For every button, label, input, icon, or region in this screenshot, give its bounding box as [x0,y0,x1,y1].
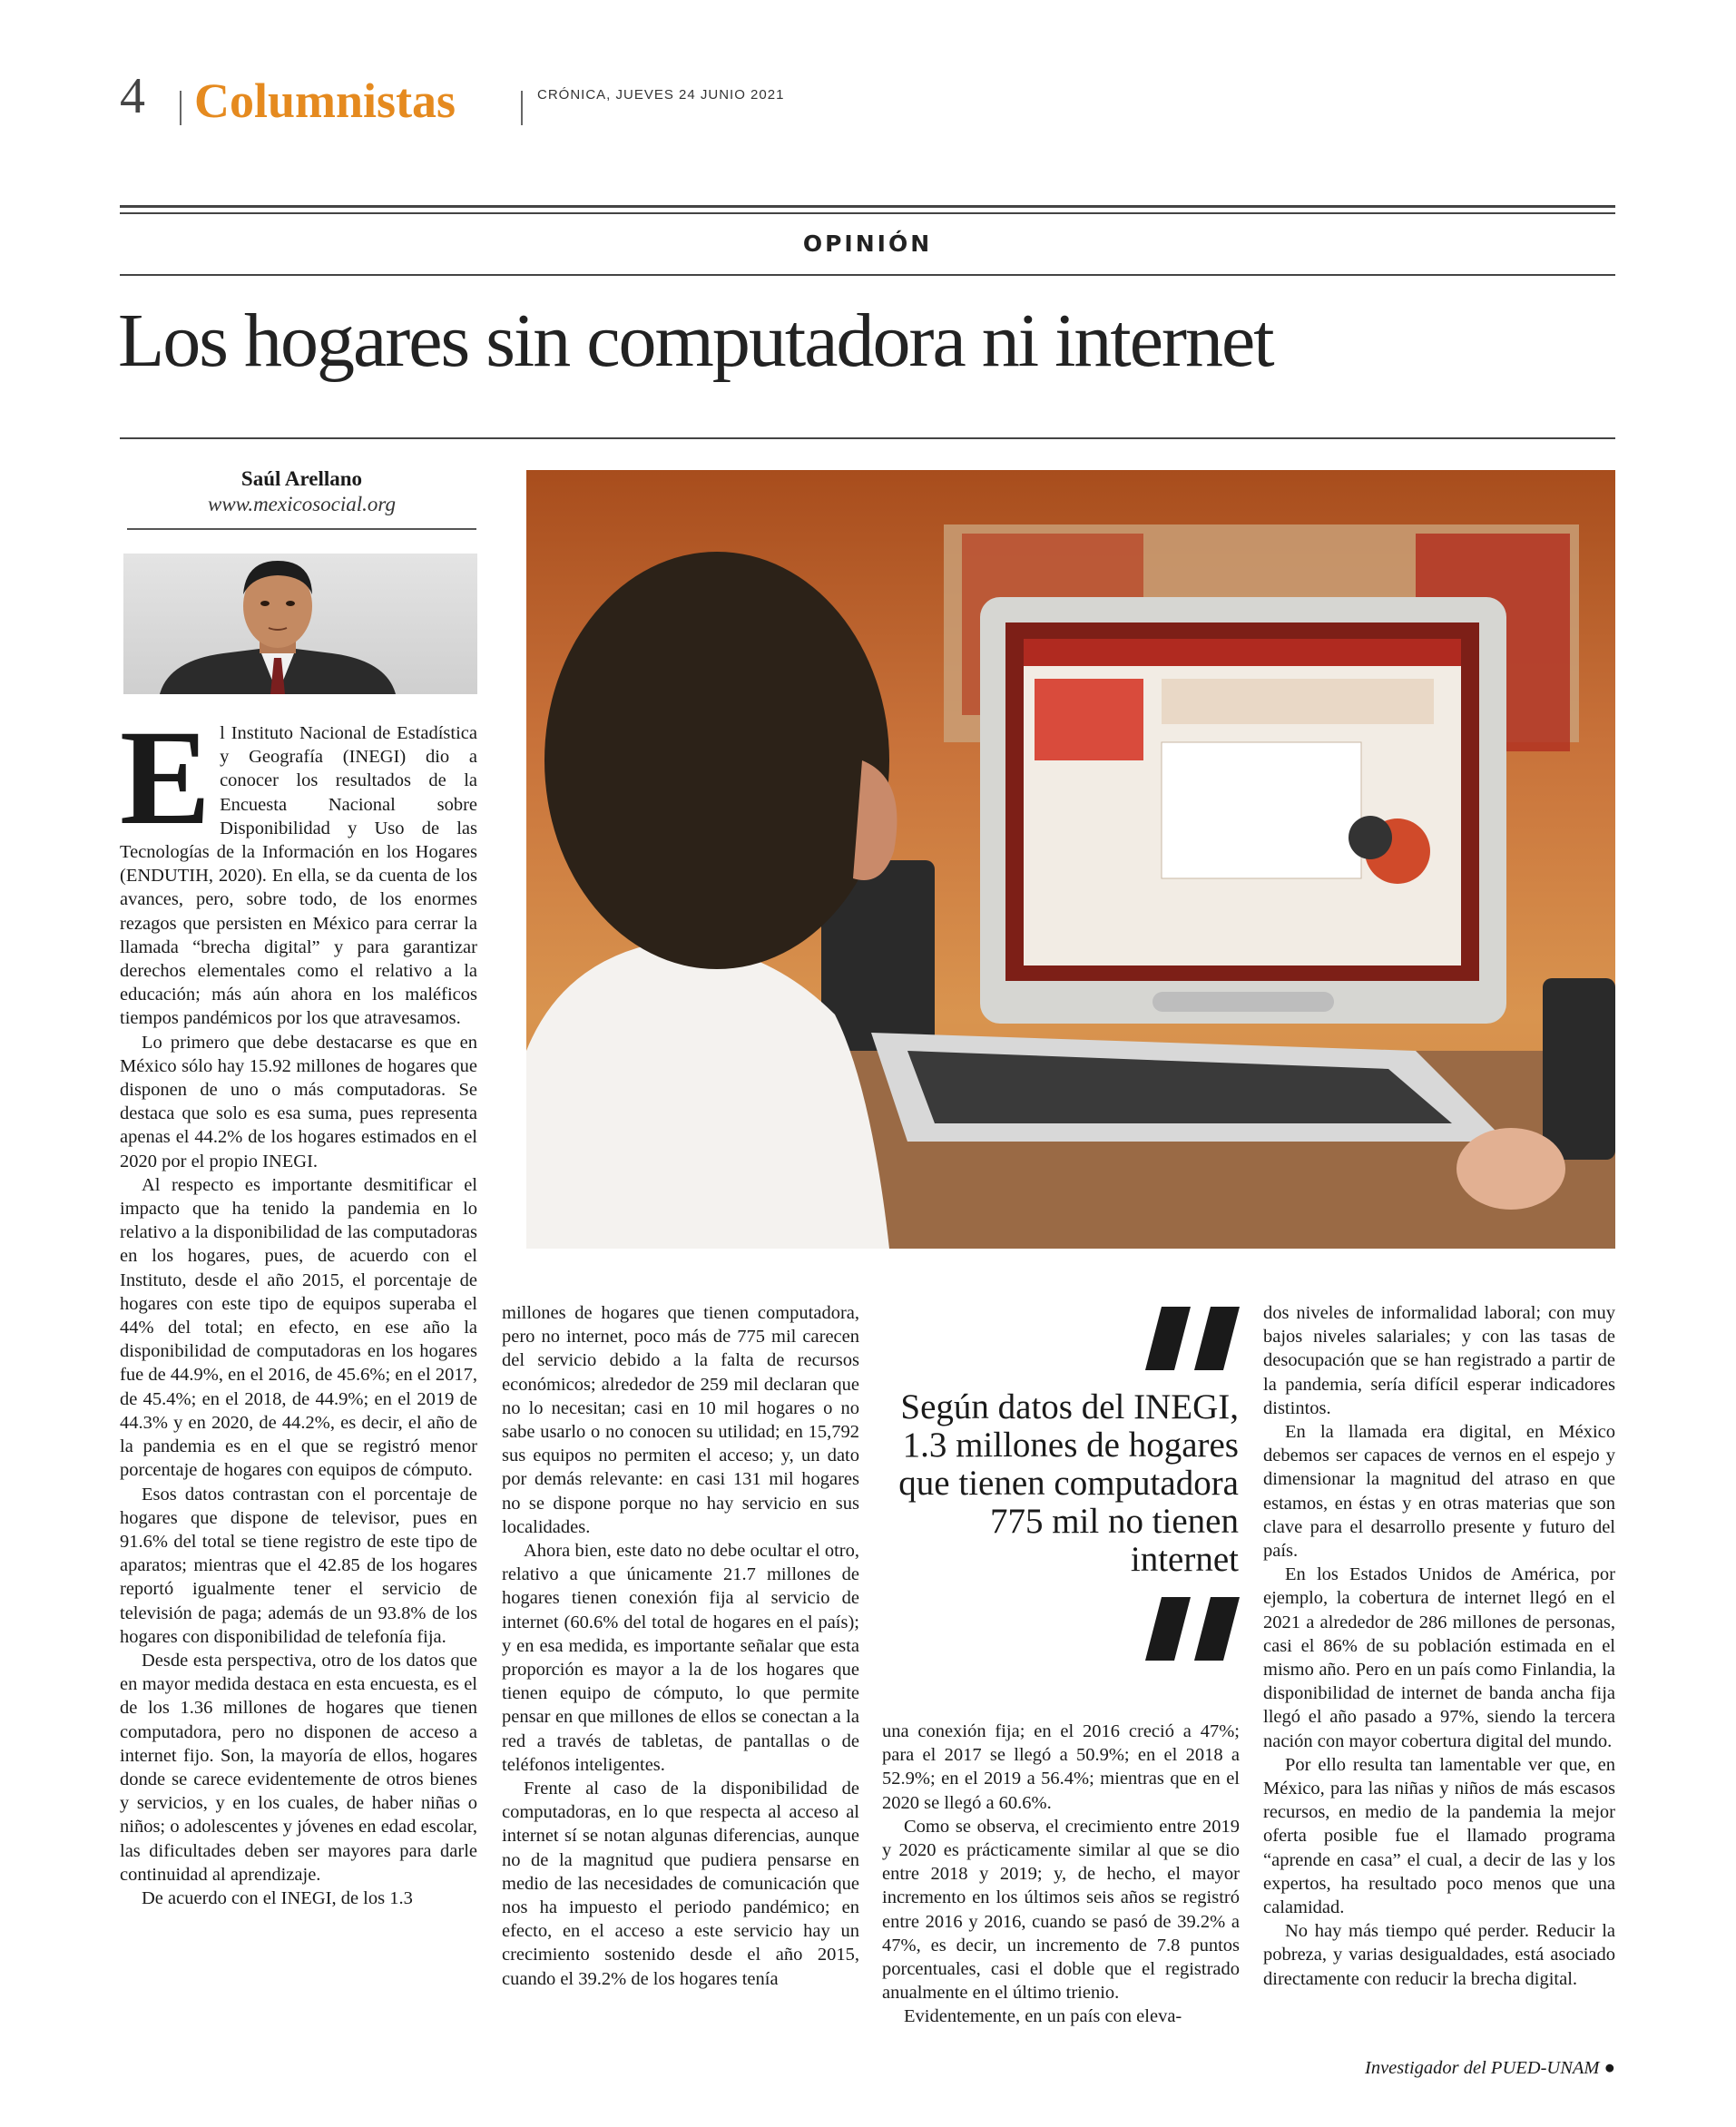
byline-rule [127,528,476,530]
paragraph: Esos datos contrastan con el porcentaje de hogares que dispone de televisor, pues en 91.6% del total se tiene registro de este tipo de aparatos; mientras que el 42.85 de los hogares reportó igualmente tener el servicio de televisión de paga; además de un 93.8% de los hogares con disponibilidad de telefonía fija. [120,1484,477,1647]
paragraph: En los Estados Unidos de América, por ejemplo, la cobertura de internet llegó en el 2021 a alrededor de 286 millones de personas, casi el 86% de su población estimada en el mismo año. Pero en un país como Finlandia, la disponibilidad de internet de banda ancha fija llegó el año pasado a 97%, siendo la tercera nación con mayor cobertura digital del mundo. [1263,1564,1615,1751]
author-name: Saúl Arellano [240,467,363,490]
paragraph: Evidentemente, en un país con eleva- [904,2006,1182,2027]
paragraph-text: l Instituto Nacional de Estadística y Geografía (INEGI) dio a conocer los resultados de la Encuesta Nacional sobre Disponibilidad y Uso de las Tecnologías de la Información en los Hogares (ENDUTIH, 2020). En ella, se da cuenta de los avances, pero, sobre todo, de los enormes rezagos que persisten en México para cerrar la llamada “brecha digital” y para garantizar derechos elementales como el relativo a la educación; más aún ahora en los maléficos tiempos pandémicos por los que atravesamos. [120,723,477,1029]
top-rule-thin [120,212,1615,214]
paragraph: Ahora bien, este dato no debe ocultar el otro, relativo a que únicamente 21.7 millones de hogares tienen conexión fija al servicio de internet (60.6% del total de hogares en el país); y en esa medida, es importante señalar que esta proporción es mayor a la de los hogares que tienen equipo de cómputo, lo que permite pensar en que millones de ellos se conectan a la red a través de tabletas, de pantallas o de teléfonos inteligentes. [502,1541,859,1775]
article-column-4 [1263,1301,1615,1991]
article-column-3 [882,1720,1240,2029]
author-website[interactable]: www.mexicosocial.org [208,493,396,515]
paragraph: Lo primero que debe destacarse es que en México sólo hay 15.92 millones de hogares que disponen de uno o más computadoras. Se destaca que solo es esa suma, pues representa apenas el 44.2% de los hogares estimados en el 2020 por el propio INEGI. [120,1032,477,1171]
headline: Los hogares sin computadora ni internet [118,299,1273,383]
end-mark-icon: ● [1604,2058,1615,2078]
paragraph: En la llamada era digital, en México debemos ser capaces de vernos en el espejo y dimensionar la magnitud del atraso en que estamos, en éstas y en otras materias que son clave para el desarrollo presente y futuro del país. [1263,1422,1615,1562]
paragraph: De acuerdo con el INEGI, de los 1.3 [142,1887,413,1908]
article-photo [526,470,1615,1249]
paragraph: Como se observa, el crecimiento entre 2019 y 2020 es prácticamente similar al que se dio entre 2018 y 2019; y, de hecho, el mayor incremento en los últimos seis años se registró entre 2016 y 2016, cuando se pasó de 39.2% a 47%, es decir, un incremento de 7.8 puntos porcentuales, casi el doble que el registrado anualmente en el último trienio. [882,1816,1240,2004]
author-portrait [123,554,477,694]
article-column-1 [120,702,477,1910]
portrait-illustration [123,554,477,694]
quote-close-icon [1145,1597,1245,1665]
header-divider [180,91,181,125]
header-divider [521,91,523,125]
top-rule [120,205,1615,208]
paragraph: Por ello resulta tan lamentable ver que, en México, para las niñas y niños de más escasos recursos, en medio de la pandemia la mejor oferta posible fue el llamado programa “aprende en casa” el cual, a decir de las y los expertos, ha resultado poco menos que una calamidad. [1263,1754,1615,1918]
dateline: CRÓNICA, JUEVES 24 JUNIO 2021 [537,87,785,103]
photo-illustration [526,470,1615,1249]
kicker: OPINIÓN [802,230,933,257]
headline-rule [120,437,1615,439]
paragraph [120,702,477,1031]
section-title: Columnistas [194,74,456,128]
paragraph: Frente al caso de la disponibilidad de computadoras, en lo que respecta al acceso al internet sí se notan algunas diferencias, aunque no de la magnitud que pudiera pensarse en medio de las necesidades de comunicación que nos ha impuesto el periodo pandémico; en efecto, en el acceso a este servicio hay un crecimiento sostenido desde el año 2015, cuando el 39.2% de los hogares tenía [502,1779,859,1989]
paragraph: Al respecto es importante desmitificar el impacto que ha tenido la pandemia en lo relativo a la disponibilidad de las computadoras en los hogares, pues, de acuerdo con el Instituto, desde el año 2015, el porcentaje de hogares con este tipo de equipos superaba el 44% del total; en efecto, en ese año la disponibilidad de computadoras en los hogares fue de 44.9%, en el 2016, de 45.6%; en el 2017, de 45.4%; en el 2018, de 44.9%; en el 2019 de 44.3% y en 2020, de 44.2%, es decir, el año de la pandemia es en el que se registró menor porcentaje de hogares con equipos de cómputo. [120,1174,477,1481]
paragraph: millones de hogares que tienen computadora, pero no internet, poco más de 775 mil carecen del servicio debido a la falta de recursos económicos; alrededor de 259 mil declaran que no lo necesitan; casi en 10 mil hogares o no sabe usarlo o no conocen su utilidad; en 15,792 sus equipos no permiten el acceso; y, un dato por demás relevante: en casi 131 mil hogares no se dispone porque no hay servicio en sus localidades. [502,1303,859,1537]
kicker-rule [120,274,1615,276]
page-number: 4 [120,68,145,124]
quote-open-icon [1145,1307,1245,1375]
author-signoff [1263,2058,1615,2079]
paragraph: No hay más tiempo qué perder. Reducir la pobreza, y varias desigualdades, está asociado directamente con reducir la brecha digital. [1263,1921,1615,1989]
pull-quote: Según datos del INEGI, 1.3 millones de hogares que tienen computadora 775 mil no tienen internet [898,1387,1239,1579]
article-column-2 [502,1301,859,1991]
paragraph: Desde esta perspectiva, otro de los datos que en mayor medida destaca en esta encuesta, es el de los 1.36 millones de hogares que tienen computadora, pero no disponen de acceso a internet fijo. Son, la mayoría de ellos, hogares donde se carece evidentemente de otros bienes y servicios, y en los cuales, de haber niñas o niños; o adolescentes y jóvenes en edad escolar, las dificultades deben ser mayores para darle continuidad al aprendizaje. [120,1650,477,1885]
signoff-text: Investigador del PUED-UNAM [1365,2058,1600,2078]
paragraph: una conexión fija; en el 2016 creció a 47%; para el 2017 se llegó a 50.9%; en el 2018 a 52.9%; en el 2019 a 56.4%; mientras que en el 2020 se llegó a 60.6%. [882,1721,1240,1813]
paragraph: dos niveles de informalidad laboral; con muy bajos niveles salariales; y con las tasas de desocupación que se han registrado a partir de la pandemia, sería difícil esperar indicadores distintos. [1263,1303,1615,1418]
drop-cap: E [120,702,211,853]
